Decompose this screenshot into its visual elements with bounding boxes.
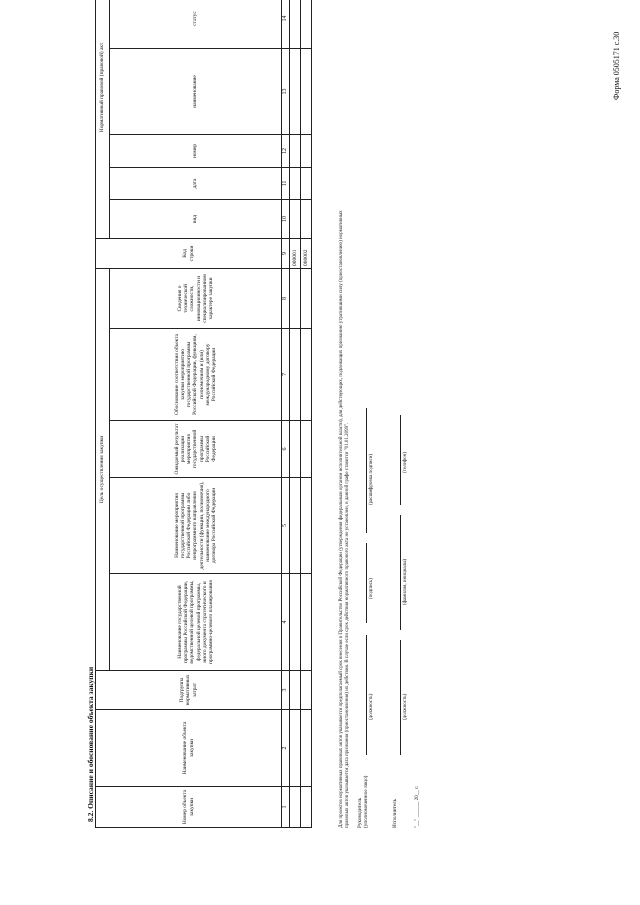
column-number: 1 — [282, 787, 290, 828]
column-number: 3 — [282, 671, 290, 710]
table-row — [301, 0, 312, 828]
header-object-number: Номер объекта закупки — [96, 787, 282, 828]
cell[interactable] — [301, 199, 312, 238]
header-act-number: номер — [110, 134, 282, 167]
header-cost-subgroup: Подгруппа нормативных затрат — [96, 671, 282, 710]
footnote: Для проектов нормативных правовых актов указывается предполагаемый срок внесения в Правительство Российской Федерации (утверждения федеральным органом исполнительной власти), для действующих, подлежащих признанию утратившими силу (приостановлению) нормативных правовых актов указывается дата признания (приостановления) их действия. В случае если срок действия нормативного правового акта не установлен, в данной графе ставится "01.01.2099". — [339, 210, 351, 828]
header-line-code: Код строки — [96, 238, 282, 268]
cell[interactable] — [290, 787, 301, 828]
column-number-row — [282, 0, 290, 828]
header-activity-name: Наименование мероприятия государственной программы Российской Федерации либо непрограммного направления деятельности (функции, полномочия), наименование международного договора Российской Федерации — [110, 478, 282, 574]
cell[interactable] — [301, 478, 312, 574]
head-position-line[interactable] — [366, 635, 367, 755]
cell[interactable] — [290, 268, 301, 328]
cell[interactable] — [301, 134, 312, 167]
header-act-status: статус — [110, 0, 282, 48]
executor-phone-line[interactable] — [400, 415, 401, 505]
cell[interactable] — [290, 48, 301, 134]
executor-position-caption: (должность) — [403, 693, 408, 720]
column-number: 14 — [282, 0, 290, 48]
header-justification: Обоснование соответствия объекта закупки мероприятию государственной программы Российской Федерации, функциям, полномочиям и (или) международному договору Российской Федерации — [110, 329, 282, 421]
header-act-date: дата — [110, 167, 282, 199]
cell[interactable] — [290, 421, 301, 478]
head-position-caption: (должность) — [369, 693, 374, 720]
header-expected-result: Ожидаемый результат реализации мероприятия государственной программы Российской Федерации — [110, 421, 282, 478]
column-number: 13 — [282, 48, 290, 134]
cell[interactable] — [301, 710, 312, 787]
cell[interactable] — [301, 574, 312, 671]
cell[interactable] — [301, 329, 312, 421]
cell[interactable] — [290, 710, 301, 787]
cell[interactable] — [290, 671, 301, 710]
column-number: 12 — [282, 134, 290, 167]
executor-label: Исполнитель — [392, 798, 398, 828]
column-number: 11 — [282, 167, 290, 199]
column-number: 9 — [282, 238, 290, 268]
date-line[interactable]: "__" ______ 20__ г. — [414, 785, 420, 828]
table-row — [290, 0, 301, 828]
executor-position-line[interactable] — [400, 640, 401, 755]
executor-name-line[interactable] — [400, 515, 401, 630]
cell[interactable] — [301, 787, 312, 828]
form-number: Форма 0505171 с.30 — [612, 31, 621, 100]
column-number: 10 — [282, 199, 290, 238]
cell[interactable] — [301, 421, 312, 478]
column-number: 5 — [282, 478, 290, 574]
executor-name-caption: (фамилия, инициалы) — [403, 558, 408, 605]
head-signature-line[interactable] — [366, 543, 367, 623]
executor-phone-caption: (телефон) — [403, 452, 408, 473]
header-act-type: вид — [110, 199, 282, 238]
header-program-name: Наименование государственной программы Российской Федерации, ведомственной целевой программы, федеральной целевой программы, иного документа стратегического и программно-целевого планирования — [110, 574, 282, 671]
column-number: 7 — [282, 329, 290, 421]
header-purpose-group: Цель осуществления закупки — [96, 268, 110, 670]
table-header-row-group — [96, 0, 110, 828]
cell[interactable] — [290, 329, 301, 421]
cell[interactable] — [290, 199, 301, 238]
cell[interactable] — [290, 478, 301, 574]
procurement-table — [95, 0, 312, 828]
cell[interactable] — [290, 167, 301, 199]
head-decoding-line[interactable] — [366, 408, 367, 533]
head-signature-caption: (подпись) — [369, 578, 374, 599]
head-decoding-caption: (расшифровка подписи) — [369, 453, 374, 505]
row-code: 000002 — [301, 238, 312, 268]
cell[interactable] — [301, 48, 312, 134]
head-label: Руководитель (уполномоченное лицо) — [357, 775, 369, 828]
cell[interactable] — [301, 167, 312, 199]
header-act-name: наименование — [110, 48, 282, 134]
cell[interactable] — [301, 0, 312, 48]
header-object-name: Наименование объекта закупки — [96, 710, 282, 787]
header-complexity: Сведения о технической сложности, инновационности и специализированном характере закупки — [110, 268, 282, 328]
cell[interactable] — [290, 134, 301, 167]
cell[interactable] — [301, 671, 312, 710]
cell[interactable] — [301, 268, 312, 328]
header-normative-group: Нормативный правовой (правовой) акт — [96, 0, 110, 238]
row-code: 000001 — [290, 238, 301, 268]
column-number: 4 — [282, 574, 290, 671]
cell[interactable] — [290, 0, 301, 48]
column-number: 2 — [282, 710, 290, 787]
cell[interactable] — [290, 574, 301, 671]
column-number: 6 — [282, 421, 290, 478]
column-number: 8 — [282, 268, 290, 328]
section-title: 8.2. Описание и обоснование объекта закупки — [86, 666, 95, 822]
